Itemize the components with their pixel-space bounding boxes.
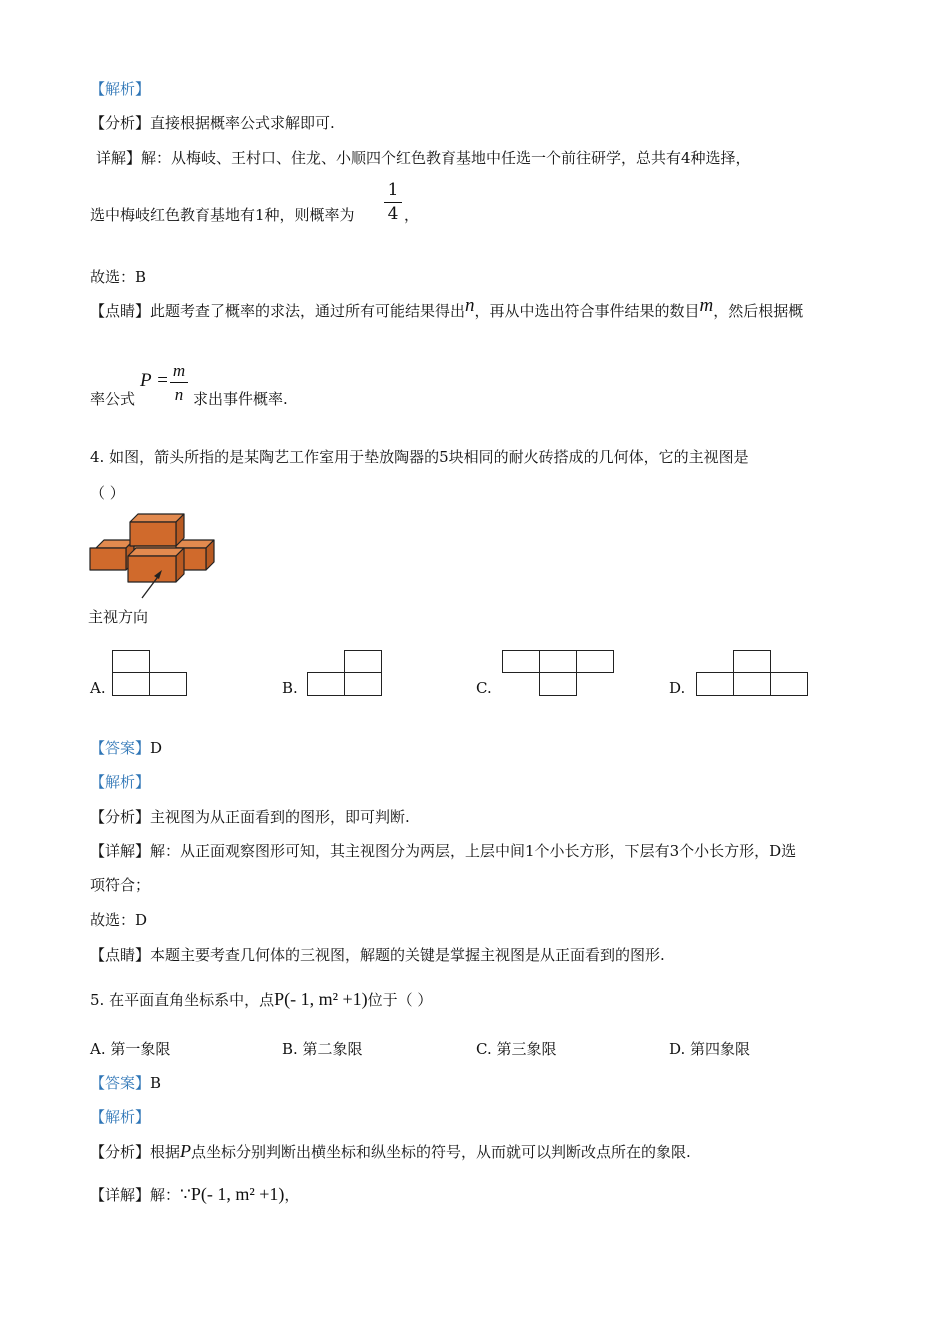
q4-stem-line1: 4. 如图，箭头所指的是某陶艺工作室用于垫放陶器的5块相同的耐火砖搭成的几何体，它的主视图是 <box>90 448 749 466</box>
option-d-label: D. <box>669 679 686 697</box>
option-c-block <box>539 672 577 696</box>
fenxi-tag: 【分析】 <box>90 114 151 132</box>
q5-point: P(- 1, m² +1) <box>274 989 368 1009</box>
q4-xiangjie-line2: 项符合； <box>90 876 151 894</box>
xiangjie-tag: 【详解】 <box>90 1186 151 1204</box>
dianjing-text-c: ，然后根据概 <box>713 302 804 320</box>
q4-fenxi <box>90 806 410 827</box>
answer-value: D <box>150 739 163 757</box>
fraction-numerator: 1 <box>387 180 399 200</box>
fenxi-tag: 【分析】 <box>90 1143 151 1161</box>
fenxi-text: 主视图为从正面看到的图形，即可判断. <box>150 808 410 826</box>
q5-point-2: P(- 1, m² +1) <box>190 1184 285 1204</box>
brick-front-top <box>128 548 184 556</box>
sec1-xiangjie-line2 <box>90 204 355 225</box>
option-b-block <box>344 672 382 696</box>
option-b-block <box>344 650 382 673</box>
q4-jiexi-label: 【解析】 <box>90 773 151 791</box>
xiangjie-text-a: 解： <box>150 1186 181 1204</box>
dianjing-text: 本题主要考查几何体的三视图，解题的关键是掌握主视图是从正面看到的图形. <box>150 946 665 964</box>
brick-left-front <box>90 548 126 570</box>
option-c-block <box>502 650 540 673</box>
q5-option-c: C. 第三象限 <box>476 1040 557 1058</box>
var-m: m <box>699 295 714 316</box>
dianjing-tag: 【点睛】 <box>90 946 151 964</box>
option-d-block <box>733 672 771 696</box>
sec1-xiangjie-line1: 详解】解：从梅岐、王村口、住龙、小顺四个红色教育基地中任选一个前往研学，总共有4种选择， <box>96 149 751 167</box>
q5-stem-a: 5. 在平面直角坐标系中，点 <box>90 991 275 1009</box>
q5-answer <box>90 1072 161 1093</box>
dianjing-text-a: 此题考查了概率的求法，通过所有可能结果得出 <box>150 302 466 320</box>
option-a-label: A. <box>90 679 106 697</box>
option-d-block <box>696 672 734 696</box>
answer-tag: 【答案】 <box>90 739 151 757</box>
brick-top-top <box>130 514 184 522</box>
fraction-bar <box>384 202 402 203</box>
fraction-denominator: 4 <box>387 204 399 224</box>
option-b-block <box>307 672 345 696</box>
answer-value: B <box>150 1074 162 1092</box>
arrow-label: 主视方向 <box>88 608 149 626</box>
q4-dianjing <box>90 944 665 965</box>
option-d-block <box>770 672 808 696</box>
q5-stem <box>90 989 432 1010</box>
q5-stem-b: 位于（ ） <box>367 991 433 1009</box>
sec1-guxuan: 故选：B <box>90 268 147 286</box>
xiangjie-line2-text: 选中梅岐红色教育基地有1种，则概率为 <box>90 206 355 224</box>
fenxi-text-b: 点坐标分别判断出横坐标和纵坐标的符号，从而就可以判断改点所在的象限. <box>191 1143 691 1161</box>
option-a-block <box>112 650 150 673</box>
dianjing-tag: 【点睛】 <box>90 302 151 320</box>
var-n: n <box>465 295 475 316</box>
answer-tag: 【答案】 <box>90 1074 151 1092</box>
sec1-dianjing-line1 <box>90 295 804 322</box>
dianjing-text-e: 求出事件概率. <box>193 390 288 408</box>
brick-group <box>90 514 214 582</box>
dianjing-text-b: ，再从中选出符合事件结果的数目 <box>474 302 700 320</box>
q4-answer <box>90 737 162 758</box>
fenxi-text: 直接根据概率公式求解即可. <box>150 114 335 132</box>
option-a-block <box>149 672 187 696</box>
dianjing-text-d: 率公式 <box>90 390 136 408</box>
q5-option-a: A. 第一象限 <box>90 1040 171 1058</box>
q5-xiangjie <box>90 1184 299 1205</box>
option-c-block <box>576 650 614 673</box>
q5-option-b: B. 第二象限 <box>282 1040 363 1058</box>
sec1-jiexi-label: 【解析】 <box>90 80 151 98</box>
option-b-label: B. <box>282 679 298 697</box>
fenxi-tag: 【分析】 <box>90 808 151 826</box>
formula-bar <box>170 382 188 383</box>
option-c-label: C. <box>476 679 492 697</box>
formula-fraction <box>170 362 188 403</box>
q5-option-d: D. 第四象限 <box>669 1040 751 1058</box>
brick-front-front <box>128 556 176 582</box>
xiangjie-text: 解：从正面观察图形可知，其主视图分为两层，上层中间1个小长方形，下层有3个小长方形，D选 <box>150 842 797 860</box>
q5-fenxi <box>90 1141 691 1162</box>
fenxi-text-a: 根据 <box>150 1143 181 1161</box>
brick-top-front <box>130 522 176 546</box>
q5-jiexi-label: 【解析】 <box>90 1108 151 1126</box>
var-P: P <box>180 1141 192 1161</box>
option-a-block <box>112 672 150 696</box>
xiangjie-tag: 【详解】 <box>90 842 151 860</box>
formula-denominator: n <box>174 385 184 404</box>
option-d-block <box>733 650 771 673</box>
q4-xiangjie-line1 <box>90 840 796 861</box>
formula-numerator: m <box>172 361 186 380</box>
formula-P: P = <box>140 370 169 391</box>
probability-fraction <box>384 182 402 223</box>
because-symbol: ∵ <box>180 1185 191 1205</box>
q4-stem-line2: （ ） <box>90 484 125 502</box>
option-c-block <box>539 650 577 673</box>
brick-figure <box>86 510 226 610</box>
q4-guxuan: 故选：D <box>90 911 148 929</box>
sec1-fenxi <box>90 112 335 133</box>
fraction-comma: ， <box>404 206 420 224</box>
xiangjie-text-b: ， <box>284 1186 300 1204</box>
